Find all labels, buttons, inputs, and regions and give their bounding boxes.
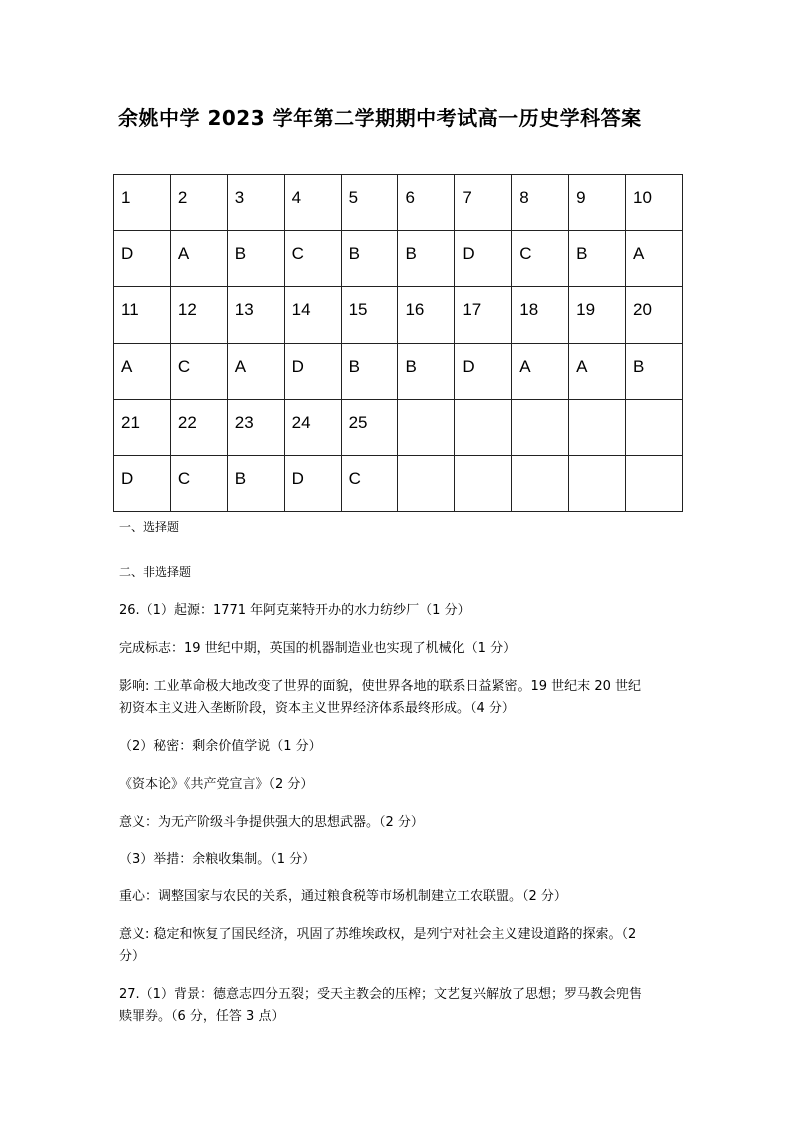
answer-table [113, 174, 683, 512]
answer-line: 完成标志：19 世纪中期，英国的机器制造业也实现了机械化（1 分） [119, 641, 517, 656]
question-number-cell: 22 [170, 399, 227, 455]
answer-cell [455, 455, 512, 511]
answer-cell: D [114, 455, 171, 511]
question-number-cell: 19 [569, 287, 626, 343]
answer-line: 赎罪券。（6 分，任答 3 点） [119, 1009, 285, 1024]
question-number-cell: 17 [455, 287, 512, 343]
answer-cell: D [114, 231, 171, 287]
question-number-cell [569, 399, 626, 455]
answer-line: 重心：调整国家与农民的关系，通过粮食税等市场机制建立工农联盟。（2 分） [119, 889, 567, 904]
answer-cell: D [284, 343, 341, 399]
question-number-cell: 4 [284, 175, 341, 231]
table-row [114, 399, 683, 455]
question-number-cell: 9 [569, 175, 626, 231]
answer-cell: C [170, 455, 227, 511]
question-number-cell: 18 [512, 287, 569, 343]
question-number-cell: 15 [341, 287, 398, 343]
question-number-cell [398, 399, 455, 455]
answer-cell: C [170, 343, 227, 399]
question-number-cell: 20 [626, 287, 683, 343]
answer-line: 初资本主义进入垄断阶段，资本主义世界经济体系最终形成。（4 分） [119, 701, 515, 716]
question-number-cell: 11 [114, 287, 171, 343]
table-row [114, 175, 683, 231]
answer-line: （2）秘密：剩余价值学说（1 分） [119, 739, 322, 754]
question-number-cell: 25 [341, 399, 398, 455]
question-number-cell: 12 [170, 287, 227, 343]
question-number-cell: 23 [227, 399, 284, 455]
answer-cell: C [512, 231, 569, 287]
answer-cell: C [284, 231, 341, 287]
answer-cell [398, 455, 455, 511]
question-number-cell: 13 [227, 287, 284, 343]
answer-cell [512, 455, 569, 511]
page-title: 余姚中学 2023 学年第二学期期中考试高一历史学科答案 [118, 106, 642, 130]
answer-cell: A [227, 343, 284, 399]
question-number-cell: 2 [170, 175, 227, 231]
answer-cell: A [626, 231, 683, 287]
answer-cell [626, 455, 683, 511]
answer-line: 意义: 稳定和恢复了国民经济，巩固了苏维埃政权，是列宁对社会主义建设道路的探索。（2 [119, 927, 637, 942]
answer-cell: A [170, 231, 227, 287]
answer-line: 27.（1）背景：德意志四分五裂；受天主教会的压榨；文艺复兴解放了思想；罗马教会兜售 [119, 987, 642, 1002]
answer-cell [569, 455, 626, 511]
table-row [114, 231, 683, 287]
answer-cell: A [114, 343, 171, 399]
answer-cell: B [341, 231, 398, 287]
question-number-cell: 16 [398, 287, 455, 343]
answer-line: 影响: 工业革命极大地改变了世界的面貌，使世界各地的联系日益紧密。19 世纪末 20 世纪 [119, 679, 641, 694]
answer-line: 分） [119, 949, 146, 964]
answer-cell: B [227, 455, 284, 511]
question-number-cell: 1 [114, 175, 171, 231]
answer-cell: B [227, 231, 284, 287]
question-number-cell: 6 [398, 175, 455, 231]
question-number-cell [455, 399, 512, 455]
question-number-cell: 14 [284, 287, 341, 343]
answer-cell: C [341, 455, 398, 511]
answer-cell: D [455, 231, 512, 287]
question-number-cell: 8 [512, 175, 569, 231]
section-heading-multiple-choice: 一、选择题 [119, 520, 180, 534]
table-row [114, 343, 683, 399]
answer-cell: A [512, 343, 569, 399]
answer-line: 《资本论》《共产党宣言》（2 分） [119, 777, 314, 792]
answer-line: （3）举措：余粮收集制。（1 分） [119, 852, 316, 867]
answer-cell: D [284, 455, 341, 511]
question-number-cell: 3 [227, 175, 284, 231]
answer-cell: B [569, 231, 626, 287]
table-row [114, 287, 683, 343]
table-row [114, 455, 683, 511]
question-number-cell: 24 [284, 399, 341, 455]
answer-cell: B [398, 231, 455, 287]
answer-line: 意义：为无产阶级斗争提供强大的思想武器。（2 分） [119, 815, 424, 830]
question-number-cell: 7 [455, 175, 512, 231]
answer-cell: B [341, 343, 398, 399]
question-number-cell [512, 399, 569, 455]
answer-cell: D [455, 343, 512, 399]
section-heading-non-multiple-choice: 二、非选择题 [119, 565, 192, 579]
question-number-cell [626, 399, 683, 455]
answer-cell: B [626, 343, 683, 399]
question-number-cell: 5 [341, 175, 398, 231]
answer-cell: A [569, 343, 626, 399]
answer-line: 26.（1）起源：1771 年阿克莱特开办的水力纺纱厂（1 分） [119, 603, 471, 618]
answer-cell: B [398, 343, 455, 399]
question-number-cell: 21 [114, 399, 171, 455]
question-number-cell: 10 [626, 175, 683, 231]
